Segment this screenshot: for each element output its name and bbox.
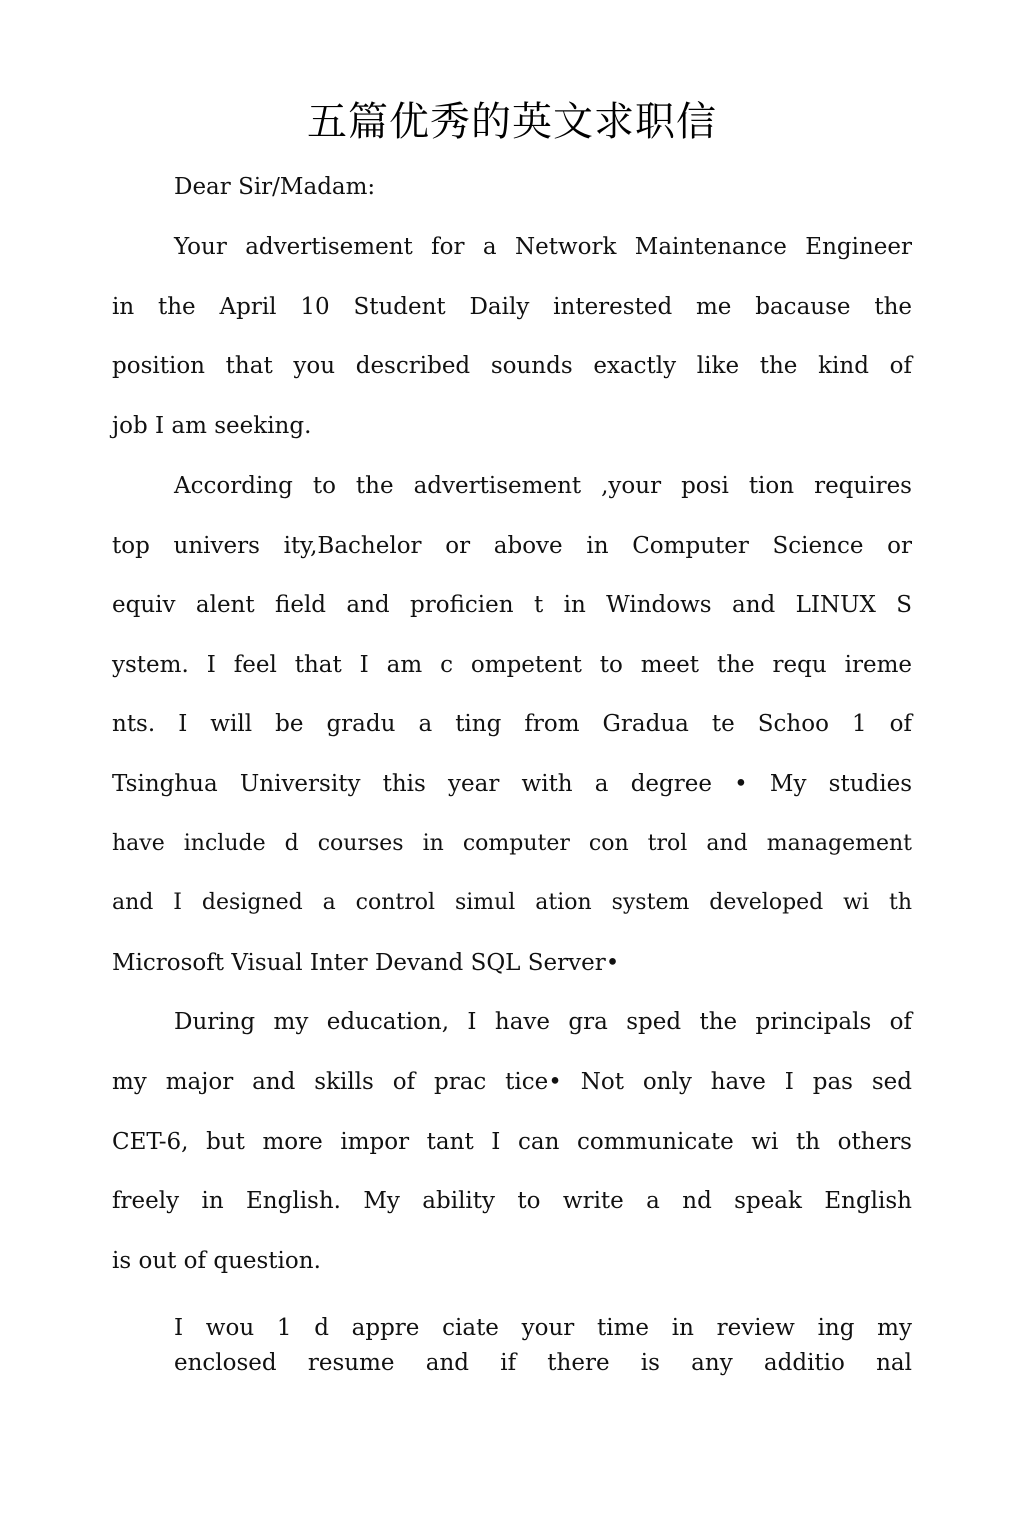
- paragraph-line: freely in English. My ability to write a nd speak English: [112, 1188, 912, 1214]
- paragraph-line: enclosed resume and if there is any additio nal: [174, 1350, 912, 1376]
- paragraph-line: CET-6, but more impor tant I can communicate wi th others: [112, 1129, 912, 1155]
- paragraph-line: I wou 1 d appre ciate your time in review ing my: [174, 1315, 912, 1341]
- paragraph-line: in the April 10 Student Daily interested me bacause the: [112, 294, 912, 320]
- paragraph-line: job I am seeking.: [112, 413, 312, 439]
- paragraph-line: nts. I will be gradu a ting from Gradua te Schoo 1 of: [112, 711, 912, 737]
- paragraph-line: top univers ity,Bachelor or above in Computer Science or: [112, 533, 912, 559]
- paragraph-line: have include d courses in computer con trol and management: [112, 831, 912, 856]
- paragraph-line: According to the advertisement ,your posi tion requires: [174, 473, 912, 499]
- document-title: 五篇优秀的英文求职信: [307, 99, 717, 145]
- paragraph-line: is out of question.: [112, 1248, 321, 1274]
- paragraph-line: Microsoft Visual Inter Devand SQL Server•: [112, 950, 620, 976]
- paragraph-line: ystem. I feel that I am c ompetent to meet the requ ireme: [112, 652, 912, 678]
- paragraph-line: During my education, I have gra sped the principals of: [174, 1009, 912, 1035]
- paragraph-line: my major and skills of prac tice• Not only have I pas sed: [112, 1069, 912, 1095]
- salutation: Dear Sir/Madam:: [174, 174, 376, 200]
- paragraph-line: and I designed a control simul ation system developed wi th: [112, 890, 912, 915]
- paragraph-line: position that you described sounds exactly like the kind of: [112, 353, 912, 379]
- paragraph-line: equiv alent field and proficien t in Windows and LINUX S: [112, 592, 912, 618]
- paragraph-line: Tsinghua University this year with a degree • My studies: [112, 771, 912, 797]
- paragraph-line: Your advertisement for a Network Maintenance Engineer: [174, 234, 912, 260]
